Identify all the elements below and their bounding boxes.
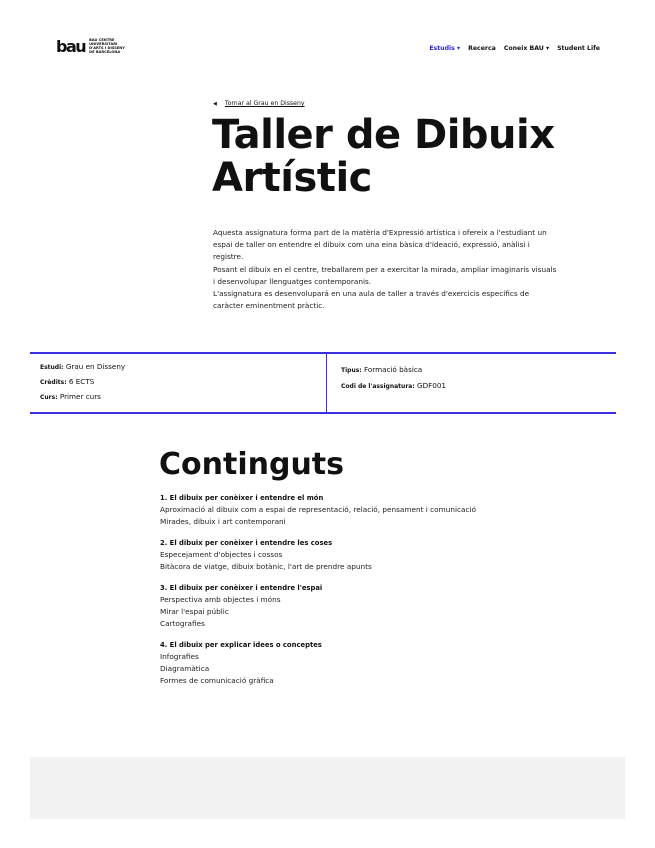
intro-paragraph: L'assignatura es desenvolupará en una aula de taller a través d'exercicis específics de caràcter eminentment pràctic. bbox=[213, 289, 530, 311]
info-value: Grau en Disseny bbox=[63, 362, 126, 371]
info-label: Estudi: bbox=[40, 364, 64, 371]
course-info-right bbox=[341, 362, 446, 394]
contents-section bbox=[160, 583, 490, 630]
section-item: Formes de comunicació gràfica bbox=[160, 676, 274, 685]
contents-section bbox=[160, 493, 490, 528]
nav-item-coneix-bau[interactable]: Coneix BAU ▾ bbox=[503, 45, 550, 52]
intro-paragraph: Posant el dibuix en el centre, treballarem per a exercitar la mirada, ampliar imaginaris visuals i desenvolupar llenguatges contemporanis. bbox=[213, 264, 557, 286]
section-title: 1. El dibuix per conèixer i entendre el món bbox=[160, 494, 324, 502]
contents-section bbox=[160, 640, 490, 687]
logo-line: DE BARCELONA bbox=[89, 49, 121, 54]
section-item: Aproximació al dibuix com a espai de representació, relació, pensament i comunicació bbox=[160, 505, 476, 514]
info-label: Codi de l'assignatura: bbox=[341, 383, 415, 390]
intro-paragraph: Aquesta assignatura forma part de la matèria d'Expressió artística i ofereix a l'estudiant un espai de taller on entendre el dibuix com una eina bàsica d'ideació, expressió, anàlisi i registre. bbox=[213, 228, 547, 262]
section-item: Mirar l'espai públic bbox=[160, 607, 229, 616]
logo-mark: bau bbox=[56, 37, 86, 56]
footer-placeholder bbox=[30, 757, 625, 819]
info-row-credits bbox=[40, 375, 125, 390]
info-value: Formació bàsica bbox=[361, 365, 423, 374]
info-value: 6 ECTS bbox=[66, 377, 95, 386]
section-title: 2. El dibuix per conèixer i entendre les coses bbox=[160, 539, 333, 547]
course-intro bbox=[213, 227, 558, 312]
contents-heading: Continguts bbox=[159, 447, 344, 482]
info-row-tipus bbox=[341, 362, 446, 378]
info-value: GDF001 bbox=[414, 381, 446, 390]
course-info-panel bbox=[30, 352, 616, 414]
logo-text bbox=[89, 39, 125, 55]
section-item: Perspectiva amb objectes i móns bbox=[160, 595, 281, 604]
back-link[interactable] bbox=[213, 100, 305, 107]
info-divider bbox=[326, 354, 327, 412]
nav-item-estudis[interactable]: Estudis ▾ bbox=[429, 45, 461, 52]
info-row-curs bbox=[40, 390, 125, 405]
nav-item-recerca[interactable]: Recerca bbox=[468, 45, 496, 52]
logo-line: UNIVERSITARI bbox=[89, 42, 118, 47]
contents-sections bbox=[160, 493, 490, 697]
section-item: Mirades, dibuix i art contemporani bbox=[160, 517, 286, 526]
info-label: Curs: bbox=[40, 394, 58, 401]
section-title: 4. El dibuix per explicar idees o conceptes bbox=[160, 641, 322, 649]
section-item: Cartografies bbox=[160, 619, 205, 628]
info-row-estudi bbox=[40, 360, 125, 375]
logo-line: D'ARTS I DISSENY bbox=[89, 46, 125, 50]
contents-section bbox=[160, 538, 490, 573]
nav-item-student-life[interactable]: Student Life bbox=[557, 45, 600, 52]
bau-logo[interactable] bbox=[56, 39, 125, 55]
logo-line: BAU CENTRE bbox=[89, 38, 115, 43]
info-row-codi bbox=[341, 378, 446, 394]
info-label: Crèdits: bbox=[40, 379, 67, 386]
section-item: Especejament d'objectes i cossos bbox=[160, 550, 283, 559]
section-item: Diagramàtica bbox=[160, 664, 210, 673]
section-item: Bitàcora de viatge, dibuix botànic, l'art de prendre apunts bbox=[160, 562, 372, 571]
info-value: Primer curs bbox=[57, 392, 101, 401]
page-title: Taller de Dibuix Artístic bbox=[212, 112, 555, 201]
info-label: Tipus: bbox=[341, 367, 362, 374]
back-link-label: Tornar al Grau en Disseny bbox=[224, 100, 305, 107]
chevron-left-icon: ◀ bbox=[213, 100, 217, 107]
section-title: 3. El dibuix per conèixer i entendre l'espai bbox=[160, 584, 323, 592]
top-navigation bbox=[429, 45, 600, 52]
course-info-left bbox=[40, 360, 125, 405]
section-item: Infografies bbox=[160, 652, 199, 661]
